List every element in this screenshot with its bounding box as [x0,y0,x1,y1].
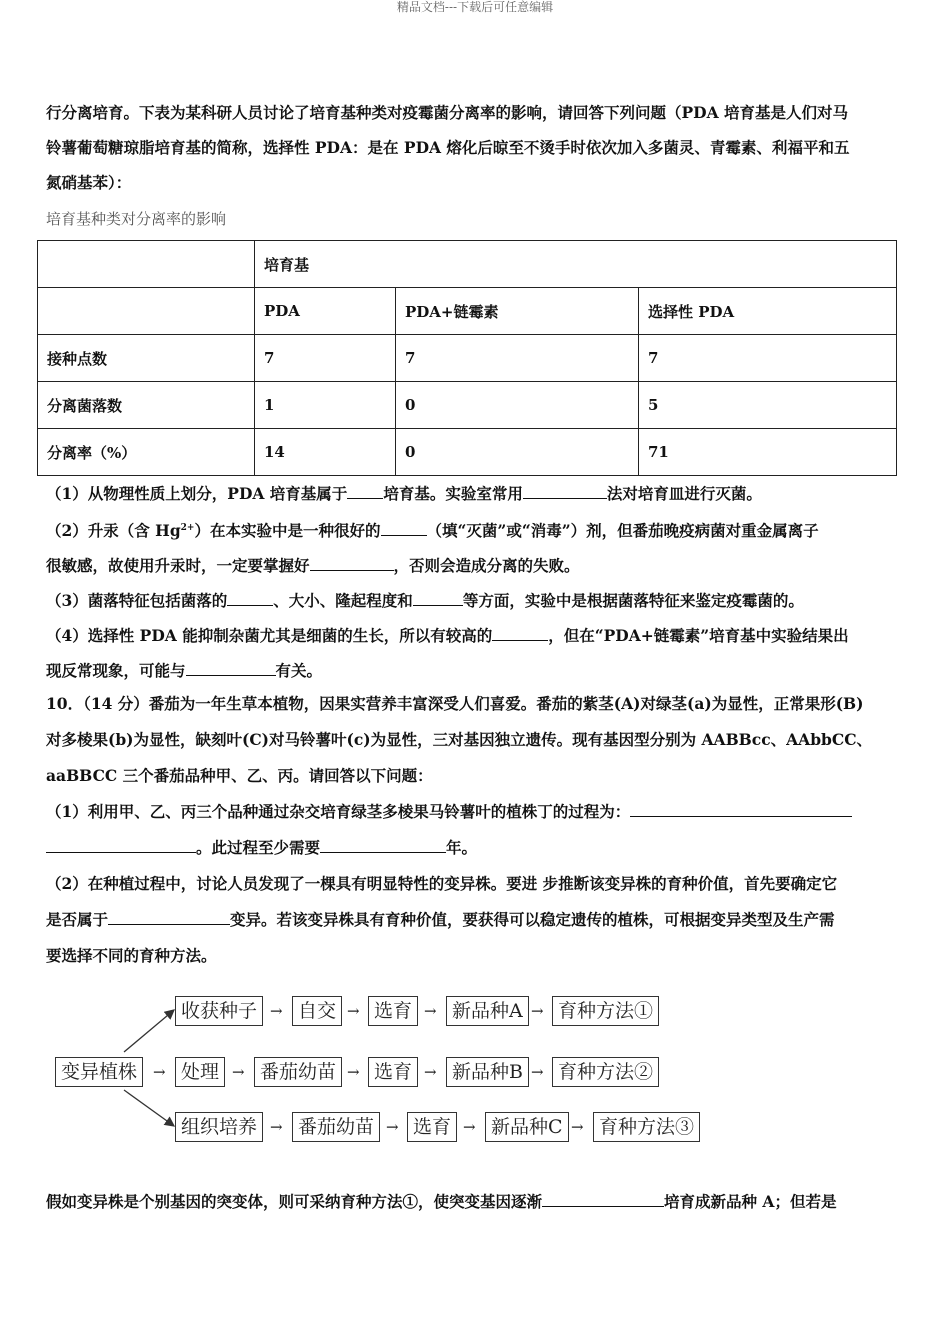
answer-blank[interactable] [523,483,607,499]
q10-line-3: aaBBCC 三个番茄品种甲、乙、丙。请回答以下问题： [46,766,433,785]
intro-line-3: 氮硝基苯）： [46,173,132,192]
q9-part-3 [46,583,906,618]
flow-arrow: → [531,1002,544,1020]
answer-blank[interactable] [108,909,230,925]
flow-box: 番茄幼苗 [254,1057,342,1087]
q9-p1-text-a: （1）从物理性质上划分，PDA 培育基属于 [46,484,348,503]
q9-part-4 [46,618,906,653]
answer-blank[interactable] [413,590,463,606]
intro-line-1: 行分离培育。下表为某科研人员讨论了培育基种类对疫霉菌分离率的影响，请回答下列问题（PDA 培育基是人们对马 [46,103,849,122]
table-corner-cell [38,241,255,288]
answer-blank[interactable] [492,625,548,641]
intro-paragraph [46,95,906,200]
flow-arrow: → [347,1002,360,1020]
flow-start-box: 变异植株 [55,1057,143,1087]
flow-box: 新品种A [446,996,529,1026]
question-9-block [46,476,906,688]
q9-p4-text-c: 现反常现象，可能与 [46,661,186,681]
table-column-header: PDA [255,288,396,335]
table-cell: 1 [255,382,396,429]
q9-p4-text-b: ，但在“PDA+链霉素”培育基中实验结果出 [548,626,849,646]
q10-sub-1 [46,794,906,830]
flow-arrow: → [270,1002,283,1020]
answer-blank[interactable] [347,483,383,499]
q9-part-2-cont [46,548,906,583]
answer-blank[interactable] [46,837,196,853]
q9-part-1 [46,476,906,511]
branch-arrow-up [124,1010,174,1052]
q9-p4-text-a: （4）选择性 PDA 能抑制杂菌尤其是细菌的生长，所以有较高的 [46,626,493,646]
q9-p3-text-a: （3）菌落特征包括菌落的 [46,591,228,611]
table-cell: 7 [639,335,897,382]
q10-sub-2-end: 要选择不同的育种方法。 [46,946,217,965]
intro-line-2: 铃薯葡萄糖琼脂培育基的简称，选择性 PDA：是在 PDA 熔化后晾至不烫手时依次加入多菌灵、青霉素、利福平和五 [46,138,850,157]
flow-box: 育种方法③ [593,1112,700,1142]
answer-blank[interactable] [227,590,273,606]
flow-arrow: → [386,1118,399,1136]
table-cell: 14 [255,429,396,476]
answer-blank[interactable] [630,801,852,817]
q10-s1-text-b: 。此过程至少需要 [196,838,321,857]
flow-box: 育种方法② [552,1057,659,1087]
table-column-header: PDA+链霉素 [396,288,639,335]
flow-box: 选育 [368,1057,418,1087]
final-text-a: 假如变异株是个别基因的突变体，则可采纳育种方法①，使突变基因逐渐 [46,1192,543,1211]
header-note: 精品文档---下载后可任意编辑 [396,0,554,14]
flow-arrow: → [270,1118,283,1136]
q10-s1-text-a: （1）利用甲、乙、丙三个品种通过杂交培育绿茎多棱果马铃薯叶的植株丁的过程为： [46,802,631,821]
flow-box: 选育 [368,996,418,1026]
flow-arrow: → [232,1063,245,1081]
q9-p4-text-d: 有关。 [275,661,323,681]
q10-sub-2-cont [46,902,906,938]
row-label: 分离率（%） [38,429,255,476]
flow-box: 新品种B [446,1057,529,1087]
table-cell: 0 [396,429,639,476]
table-row [38,335,897,382]
table-row [38,429,897,476]
table-cell: 5 [639,382,897,429]
answer-blank[interactable] [381,520,427,536]
flow-arrow: → [424,1002,437,1020]
q10-s1-text-c: 年。 [446,838,478,857]
row-label: 分离菌落数 [38,382,255,429]
q9-p1-text-b: 培育基。实验室常用 [383,484,523,503]
flow-arrow: → [424,1063,437,1081]
q9-p2-text-c: （填“灭菌”或“消毒”）剂，但番茄晚疫病菌对重金属离子 [426,521,819,541]
flow-box: 新品种C [485,1112,569,1142]
table-cell: 7 [396,335,639,382]
flow-box: 组织培养 [175,1112,263,1142]
table-cell: 0 [396,382,639,429]
q9-p2-text-a: （2）升汞（含 Hg [46,521,181,541]
q9-p2-text-b: ）在本实验中是一种很好的 [194,521,381,541]
q10-s2-text-b: 是否属于 [46,910,109,929]
culture-medium-table [37,240,897,476]
final-line [46,1184,906,1219]
table-group-header: 培育基 [255,241,897,288]
flow-box: 自交 [292,996,342,1026]
q9-p2-text-d: 很敏感，故使用升汞时，一定要掌握好 [46,556,310,576]
q9-p3-text-c: 等方面，实验中是根据菌落特征来鉴定疫霉菌的。 [462,591,804,611]
final-text-b: 培育成新品种 A；但若是 [664,1192,837,1211]
table-cell: 71 [639,429,897,476]
flow-arrow: → [571,1118,584,1136]
q10-line-2: 对多棱果(b)为显性，缺刻叶(C)对马铃薯叶(c)为显性，三对基因独立遗传。现有基因型分别为 AABBcc、AAbbCC、 [46,730,873,749]
table-column-row [38,288,897,335]
flow-arrow: → [531,1063,544,1081]
table-caption: 培育基种类对分离率的影响 [46,210,227,228]
flow-arrow: → [153,1063,166,1081]
q9-part-2 [46,511,906,548]
table-header-row [38,241,897,288]
table-empty-cell [38,288,255,335]
branch-arrow-down [124,1090,174,1126]
flow-box: 育种方法① [552,996,659,1026]
answer-blank[interactable] [310,555,394,571]
q9-p2-text-e: ，否则会造成分离的失败。 [393,556,580,576]
answer-blank[interactable] [320,837,446,853]
q9-p3-text-b: 、大小、隆起程度和 [273,591,413,611]
q9-p2-superscript: 2+ [180,523,195,533]
table-row [38,382,897,429]
flow-box: 选育 [407,1112,457,1142]
flow-box: 处理 [175,1057,225,1087]
flow-box: 番茄幼苗 [292,1112,380,1142]
q10-sub-1-cont [46,830,906,866]
q9-part-4-cont [46,653,906,688]
question-10-block [46,686,906,974]
answer-blank[interactable] [542,1191,664,1207]
q10-line-1: 10．（14 分）番茄为一年生草本植物，因果实营养丰富深受人们喜爱。番茄的紫茎(A)对绿茎(a)为显性，正常果形(B) [46,694,864,713]
q10-s2-text-c: 变异。若该变异株具有育种价值，要获得可以稳定遗传的植株，可根据变异类型及生产需 [230,910,835,929]
flow-box: 收获种子 [175,996,263,1026]
row-label: 接种点数 [38,335,255,382]
q9-p1-text-c: 法对培育皿进行灭菌。 [606,484,762,503]
flow-arrow: → [347,1063,360,1081]
table-cell: 7 [255,335,396,382]
answer-blank[interactable] [186,660,276,676]
flow-arrow: → [463,1118,476,1136]
q10-sub-2: （2）在种植过程中，讨论人员发现了一棵具有明显特性的变异株。要进 步推断该变异株的育种价值，首先要确定它 [46,874,838,893]
table-column-header: 选择性 PDA [639,288,897,335]
